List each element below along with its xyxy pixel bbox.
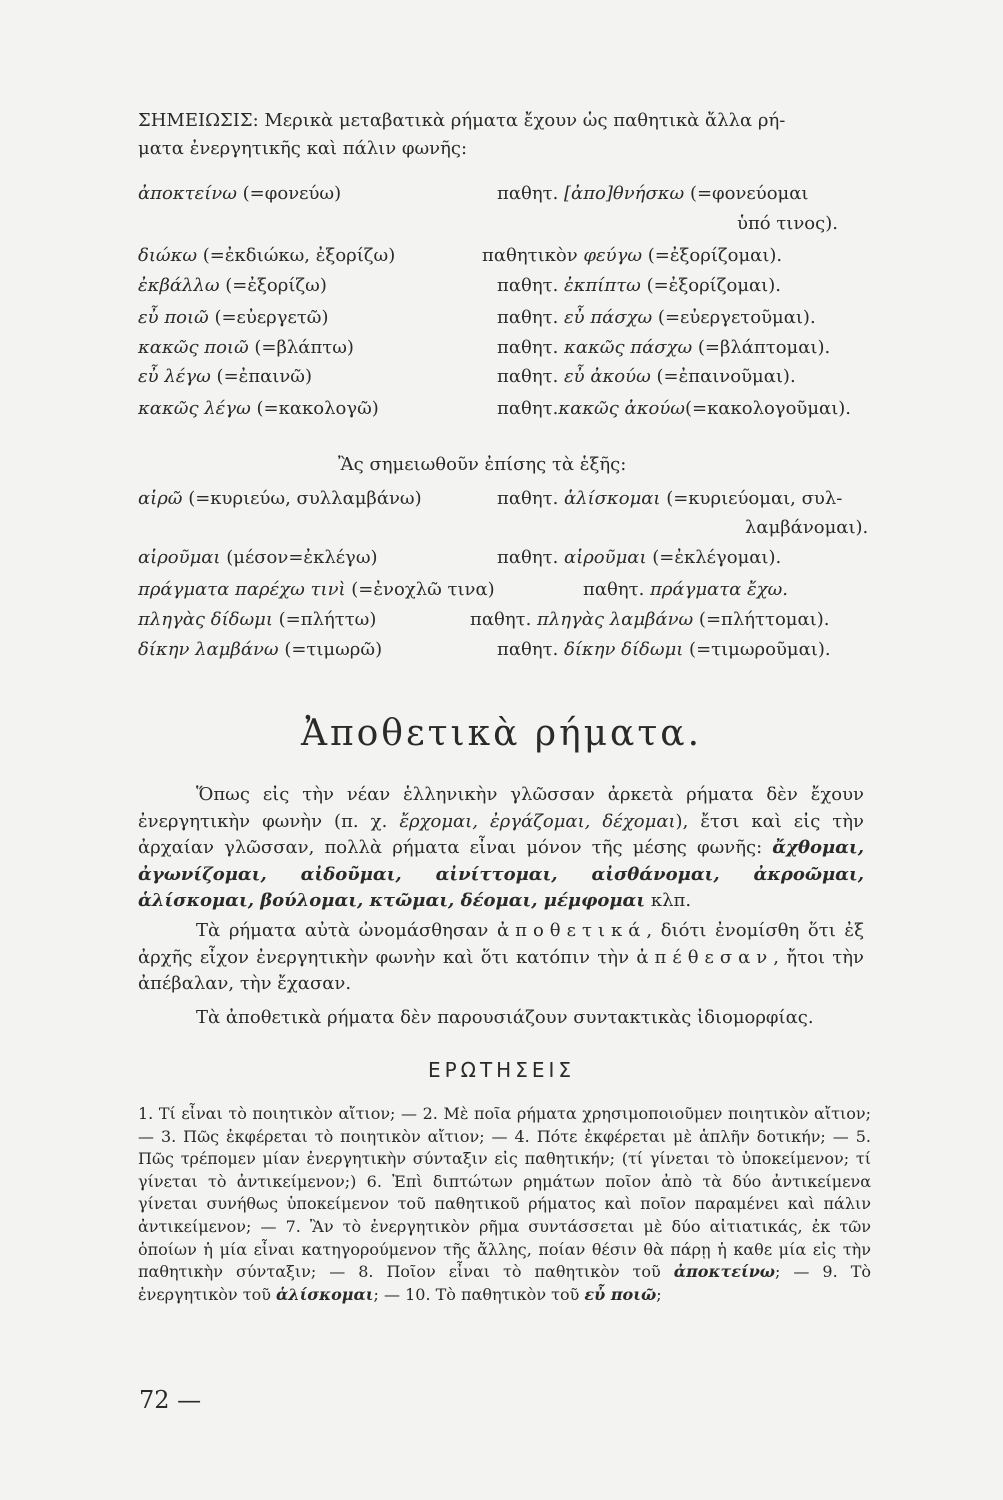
active-gloss: (=πλήττω) [272, 609, 377, 630]
passive-prefix: παθητ. [497, 183, 565, 204]
questions-title: ΕΡΩΤΗΣΕΙΣ [427, 1058, 576, 1082]
verb-pair-row [138, 181, 341, 207]
passive-verb-row [497, 545, 781, 571]
passive-gloss: (=φονεύομαι [684, 183, 809, 204]
text-run: Ὅπως εἰς τὴν νέαν ἑλληνικὴν γλῶσσαν ἀρκετὰ ρήματα δὲν ἔχουν ἐνεργητικὴν φωνὴν (π. χ. [138, 784, 864, 832]
passive-verb-row [482, 243, 782, 269]
active-gloss: (=ἐξορίζω) [219, 275, 327, 296]
deponent-paragraph-3: Τὰ ἀποθετικὰ ρήματα δὲν παρουσιάζουν συντακτικὰς ἰδιομορφίας. [196, 1007, 814, 1028]
passive-prefix: παθητ. [497, 639, 565, 660]
active-gloss: (=ἐνοχλῶ τινα) [345, 579, 495, 600]
verb-pair-row [138, 396, 379, 422]
passive-gloss-cont: ὑπό τινος). [737, 213, 838, 234]
passive-verb-row [497, 273, 781, 299]
passive-gloss: (=κυριεύομαι, συλ- [660, 488, 843, 509]
ancient-examples: ἄχθομαι, ἀγωνίζομαι, αἰδοῦμαι, αἰνίττομαι, αἰσθάνομαι, ἀκροῶμαι, ἁλίσκομαι, βούλομαι, κτῶμαι, δέομαι, μέμφομαι [138, 837, 864, 911]
active-gloss: (=βλάπτω) [248, 337, 354, 358]
passive-prefix: παθητ. [497, 275, 565, 296]
passive-verb: εὖ πάσχω [564, 307, 653, 328]
passive-verb-row [497, 335, 830, 361]
passive-prefix: παθητ. [583, 579, 651, 600]
passive-verb: αἱροῦμαι [564, 547, 647, 568]
passive-verb: δίκην δίδωμι [564, 639, 684, 660]
passive-verb-row [497, 637, 831, 663]
questions-paragraph [138, 1103, 871, 1306]
passive-prefix: παθητικὸν [482, 245, 584, 266]
passive-verb-row [497, 181, 808, 207]
passive-verb-row [497, 486, 842, 512]
passive-prefix: παθητ. [497, 366, 565, 387]
passive-gloss: (=ἐξορίζομαι). [640, 275, 781, 296]
active-gloss: (=ἐπαινῶ) [210, 366, 312, 387]
question-word: ἀποκτείνω [673, 1262, 776, 1282]
passive-gloss: (=πλήττομαι). [693, 609, 830, 630]
active-verb: αἱροῦμαι [138, 547, 221, 568]
active-verb: διώκω [138, 245, 198, 266]
passive-verb: κακῶς πάσχω [564, 337, 693, 358]
text-run: κλπ. [645, 890, 692, 911]
passive-gloss: (=ἐκλέγομαι). [646, 547, 782, 568]
verb-pair-row [138, 545, 378, 571]
passive-verb: ἁλίσκομαι [564, 488, 661, 509]
passive-gloss: (=βλάπτομαι). [692, 337, 831, 358]
passive-verb-row [470, 607, 829, 633]
modern-examples: ἔρχομαι, ἐργάζομαι, δέχομαι [399, 810, 676, 832]
text-run: ), ἔτσι καὶ εἰς τὴν ἀρχαίαν γλῶσσαν, πολλὰ ρήματα εἶναι μόνον τῆς μέσης φωνῆς: [138, 810, 864, 858]
deponent-paragraph-1 [138, 782, 864, 915]
passive-verb: φεύγω [583, 245, 643, 266]
active-gloss: (=ἐκδιώκω, ἐξορίζω) [197, 245, 396, 266]
text-run: , διότι ἐνομίσθη ὅτι ἐξ ἀρχῆς εἶχον ἐνεργητικὴν φωνὴν καὶ ὅτι κατόπιν τὴν [138, 920, 864, 968]
passive-prefix: παθητ. [497, 488, 565, 509]
term-apethesan: ἀπέθεσαν [636, 946, 774, 968]
active-verb: κακῶς ποιῶ [138, 337, 249, 358]
text-run: ; — 10. Τὸ παθητικὸν τοῦ [373, 1284, 585, 1304]
question-word: εὖ ποιῶ [584, 1284, 657, 1304]
text-run: Τὰ ρήματα αὐτὰ ὠνομάσθησαν [196, 920, 497, 941]
verb-pair-row [138, 305, 328, 331]
notes-line-2: ματα ἐνεργητικῆς καὶ πάλιν φωνῆς: [138, 138, 468, 159]
passive-gloss-cont: λαμβάνομαι). [745, 517, 869, 538]
passive-gloss: (=κακολογοῦμαι). [684, 398, 852, 419]
passive-verb: εὖ ἀκούω [564, 366, 651, 387]
text-run: ; [656, 1284, 662, 1304]
active-verb: εὖ λέγω [138, 366, 211, 387]
passive-prefix: παθητ. [470, 609, 538, 630]
also-note: Ἂς σημειωθοῦν ἐπίσης τὰ ἑξῆς: [338, 454, 627, 475]
passive-verb-row [583, 577, 788, 603]
active-verb: ἐκβάλλω [138, 275, 220, 296]
active-gloss: (=φονεύω) [236, 183, 342, 204]
verb-pair-row [138, 273, 327, 299]
verb-pair-row [138, 243, 395, 269]
verb-pair-row [138, 607, 376, 633]
text-run: ; — 9. Τὸ ἐνεργητικὸν τοῦ [138, 1262, 872, 1304]
passive-verb: κακῶς ἀκούω [558, 398, 685, 419]
passive-gloss: (=εὐεργετοῦμαι). [652, 307, 816, 328]
active-verb: δίκην λαμβάνω [138, 639, 279, 660]
passive-verb-row [497, 305, 816, 331]
passive-verb: πληγὰς λαμβάνω [537, 609, 694, 630]
page-number: 72 — [139, 1386, 202, 1414]
active-verb: πληγὰς δίδωμι [138, 609, 273, 630]
passive-prefix: παθητ. [497, 398, 559, 419]
passive-prefix: παθητ. [497, 337, 565, 358]
verb-pair-row [138, 335, 354, 361]
passive-prefix: παθητ. [497, 547, 565, 568]
verb-pair-row [138, 577, 495, 603]
section-title: Ἀποθετικὰ ρήματα. [300, 713, 703, 754]
passive-verb: ἐκπίπτω [564, 275, 641, 296]
active-verb: πράγματα παρέχω τινὶ [138, 579, 346, 600]
notes-line-1: ΣΗΜΕΙΩΣΙΣ: Μερικὰ μεταβατικὰ ρήματα ἔχουν ὡς παθητικὰ ἄλλα ρή- [138, 110, 786, 131]
verb-pair-row [138, 637, 382, 663]
passive-prefix: παθητ. [497, 307, 565, 328]
passive-verb: πράγματα ἔχω. [650, 579, 788, 600]
passive-verb-row [497, 364, 796, 390]
text-run: , ἤτοι τὴν ἀπέβαλαν, τὴν ἔχασαν. [138, 946, 864, 994]
term-apothetika: ἀποθετικά [496, 920, 647, 941]
question-word: ἁλίσκομαι [276, 1284, 374, 1304]
text-run: 1. Τί εἶναι τὸ ποιητικὸν αἴτιον; — 2. Μὲ ποῖα ρήματα χρησιμοποιοῦμεν ποιητικὸν αἴτιον; — 3. Πῶς ἐκφέρεται τὸ ποιητικὸν αἴτιον; — 4. Πότε ἐκφέρεται μὲ ἁπλῆν δοτικήν; — 5. Πῶς τρέπομεν μίαν ἐνεργητικὴν σύνταξιν εἰς παθητικήν; (τί γίνεται τὸ ὑποκείμενον; τί γίνεται τὸ ἀντικείμενον;) 6. Ἐπὶ διπτώτων ρημάτων ποῖον ἀπὸ τὰ δύο ἀντικείμενα γίνεται συνήθως ὑποκείμενον τοῦ παθητικοῦ ρήματος καὶ ποῖον παραμένει καὶ πάλιν ἀντικείμενον; — 7. Ἂν τὸ ἐνεργητικὸν ρῆμα συντάσσεται μὲ δύο αἰτιατικάς, ἐκ τῶν ὁποίων ἡ μία εἶναι κατηγορούμενον τῆς ἄλλης, ποίαν θέσιν θὰ πάρῃ ἡ καθε μία εἰς τὴν παθητικὴν σύνταξιν; — 8. Ποῖον εἶναι τὸ παθητικὸν τοῦ [138, 1104, 871, 1282]
active-verb: αἱρῶ [138, 488, 183, 509]
passive-gloss: (=ἐξορίζομαι). [642, 245, 783, 266]
deponent-paragraph-2 [138, 918, 864, 998]
active-gloss: (=κακολογῶ) [250, 398, 379, 419]
passive-gloss: (=τιμωροῦμαι). [683, 639, 831, 660]
active-gloss: (μέσον=ἐκλέγω) [220, 547, 378, 568]
passive-verb-row [497, 396, 851, 422]
active-verb: ἀποκτείνω [138, 183, 237, 204]
active-verb: κακῶς λέγω [138, 398, 251, 419]
passive-verb: [ἀπο]θνήσκω [564, 183, 685, 204]
passive-gloss: (=ἐπαινοῦμαι). [650, 366, 796, 387]
active-gloss: (=κυριεύω, συλλαμβάνω) [182, 488, 422, 509]
active-gloss: (=εὐεργετῶ) [208, 307, 329, 328]
verb-pair-row [138, 364, 312, 390]
verb-pair-row [138, 486, 422, 512]
active-verb: εὖ ποιῶ [138, 307, 209, 328]
active-gloss: (=τιμωρῶ) [278, 639, 383, 660]
